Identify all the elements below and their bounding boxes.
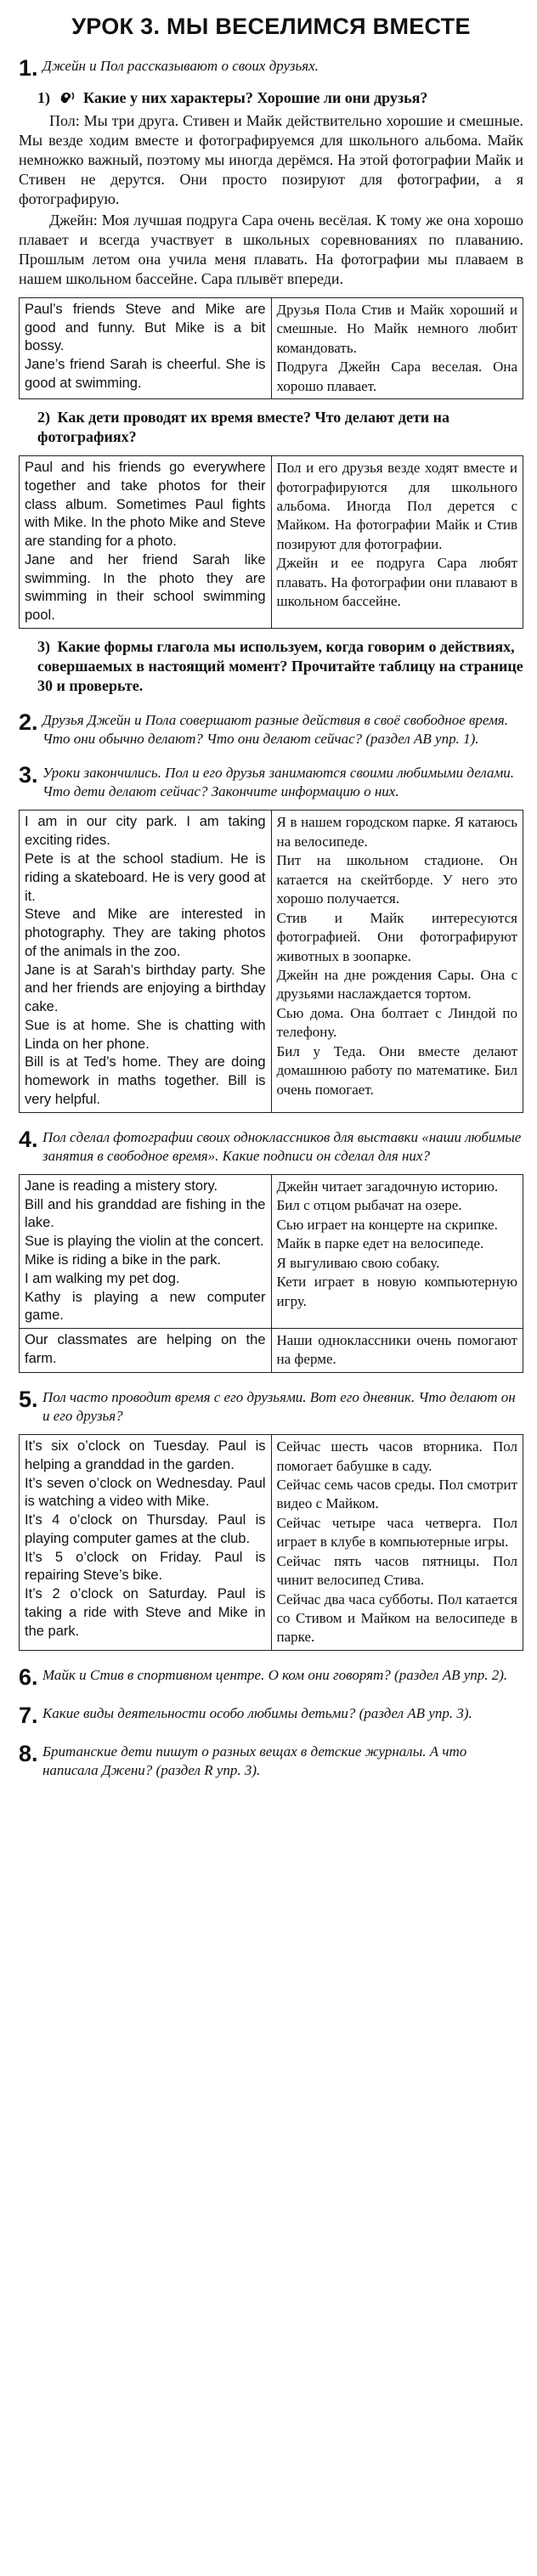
exercise-number: 8.: [19, 1740, 38, 1766]
english-cell: Paul and his friends go everywhere together and take photos for their class album. Sometimes Paul fights with Mike. In the photo Mike and Steve are standing for a photo. Jane and her friend Sarah like swimming. In the photo they are swimming in their school swimming pool.: [20, 456, 272, 629]
exercise-instruction: Пол сделал фотографии своих одноклассников для выставки «наши любимые занятия в свободное время». Какие подписи он сделал для них?: [42, 1128, 522, 1164]
english-cell: Paul’s friends Steve and Mike are good and funny. But Mike is a bit bossy. Jane’s friend Sarah is cheerful. She is good at swimming.: [20, 297, 272, 398]
exercise-number: 2.: [19, 709, 38, 736]
exercise-instruction: Майк и Стив в спортивном центре. О ком они говорят? (раздел АВ упр. 2).: [42, 1666, 508, 1683]
answer-table-1: [19, 297, 523, 399]
listen-icon: [58, 90, 76, 105]
exercise-instruction: Британские дети пишут о разных вещах в детские журналы. А что написала Джени? (раздел R упр. 3).: [42, 1743, 467, 1778]
exercise-number: 3.: [19, 762, 38, 788]
exercise-3: [19, 764, 523, 1112]
answer-table-4: [19, 1174, 523, 1373]
exercise-4: [19, 1128, 523, 1373]
exercise-number: 7.: [19, 1702, 38, 1728]
exercise-instruction: Какие виды деятельности особо любимы детьми? (раздел АВ упр. 3).: [42, 1704, 472, 1721]
exercise-number: 4.: [19, 1126, 38, 1152]
exercise-5: [19, 1388, 523, 1651]
text-paul: Пол: Мы три друга. Стивен и Майк действительно хорошие и смешные. Мы везде ходим вместе и фотографируемся для школьного альбома. Майк немножко важный, поэтому мы иногда дерёмся. На этой фотографии Майк и Стивен не дерутся. Они просто позируют для фотографии, а я фотографирую.: [19, 111, 523, 207]
answer-table-2: [19, 455, 523, 629]
exercise-2: [19, 711, 523, 749]
question-2: 2) Как дети проводят их время вместе? Что делают дети на фотографиях?: [37, 409, 450, 446]
question-3: 3) Какие формы глагола мы используем, когда говорим о действиях, совершаемых в настоящий момент? Прочитайте таблицу на странице 30 и проверьте.: [37, 638, 523, 695]
exercise-1: [19, 54, 523, 697]
exercise-instruction: Уроки закончились. Пол и его друзья занимаются своими любимыми делами. Что дети делают сейчас? Закончите информацию о них.: [42, 765, 515, 800]
answer-table-3: [19, 810, 523, 1112]
text-jane: Джейн: Моя лучшая подруга Сара очень весёлая. К тому же она хорошо плавает и всегда участвует в школьных соревнованиях по плаванию. Прошлым летом она учила меня плавать. На фотографии мы плаваем в нашем школьном бассейне. Сара плывёт впереди.: [19, 211, 523, 287]
exercise-number: 5.: [19, 1386, 38, 1412]
exercise-instruction: Друзья Джейн и Пола совершают разные действия в своё свободное время. Что они обычно делают? Что они делают сейчас? (раздел АВ упр. 1).: [42, 712, 509, 748]
english-cell: Our classmates are helping on the farm.: [20, 1329, 272, 1373]
question-1: 1) Какие у них характеры? Хорошие ли они друзья?: [37, 88, 428, 106]
russian-cell: Друзья Пола Стив и Майк хороший и смешные. Но Майк немного любит командовать. Подруга Джейн Сара веселая. Она хорошо плавает.: [271, 297, 523, 398]
answer-table-5: [19, 1434, 523, 1651]
exercise-instruction: Пол часто проводит время с его друзьями. Вот его дневник. Что делают он и его друзья?: [42, 1388, 516, 1424]
exercise-instruction: Джейн и Пол рассказывают о своих друзьях.: [42, 57, 319, 74]
russian-cell: Наши одноклассники очень помогают на ферме.: [271, 1329, 523, 1373]
english-cell: Jane is reading a mistery story. Bill and his granddad are fishing in the lake. Sue is playing the violin at the concert. Mike is riding a bike in the park. I am walking my pet dog. Kathy is playing a new computer game.: [20, 1174, 272, 1328]
exercise-8: [19, 1740, 523, 1780]
russian-cell: Пол и его друзья везде ходят вместе и фотографируются для школьного альбома. Иногда Пол дерется с Майком. На фотографии Майк и Стив позируют для фотографии. Джейн и ее подруга Сара любят плавать. На фотографии они плавают в школьном бассейне.: [271, 456, 523, 629]
russian-cell: Я в нашем городском парке. Я катаюсь на велосипеде. Пит на школьном стадионе. Он катается на скейтборде. У него это хорошо получается. Стив и Майк интересуются фотографией. Они фотографируют животных в зоопарке. Джейн на дне рождения Сары. Она с друзьями наслаждается тортом. Сью дома. Она болтает с Линдой по телефону. Бил у Теда. Они вместе делают домашнюю работу по математике. Бил очень помогает.: [271, 811, 523, 1112]
russian-cell: Сейчас шесть часов вторника. Пол помогает бабушке в саду. Сейчас семь часов среды. Пол смотрит видео с Майком. Сейчас четыре часа четверга. Пол играет в клубе в компьютерные игры. Сейчас пять часов пятницы. Пол чинит велосипед Стива. Сейчас два часа субботы. Пол катается со Стивом и Майком на велосипеде в парке.: [271, 1435, 523, 1651]
russian-cell: Джейн читает загадочную историю. Бил с отцом рыбачат на озере. Сью играет на концерте на скрипке. Майк в парке едет на велосипеде. Я выгуливаю свою собаку. Кети играет в новую компьютерную игру.: [271, 1174, 523, 1328]
english-cell: It’s six o’clock on Tuesday. Paul is helping a granddad in the garden. It’s seven o’clock on Wednesday. Paul is watching a video with Mike. It’s 4 o’clock on Thursday. Paul is playing computer games at the club. It’s 5 o’clock on Friday. Paul is repairing Steve’s bike. It’s 2 o’clock on Saturday. Paul is taking a ride with Steve and Mike in the park.: [20, 1435, 272, 1651]
lesson-title: УРОК 3. МЫ ВЕСЕЛИМСЯ ВМЕСТЕ: [71, 14, 471, 39]
exercise-7: [19, 1704, 523, 1727]
exercise-number: 6.: [19, 1664, 38, 1690]
exercise-number: 1.: [19, 54, 38, 81]
english-cell: I am in our city park. I am taking exciting rides. Pete is at the school stadium. He is riding a skateboard. He is very good at it. Steve and Mike are interested in photography. They are taking photos of the animals in the zoo. Jane is at Sarah’s birthday party. She and her friends are enjoying a birthday cake. Sue is at home. She is chatting with Linda on her phone. Bill is at Ted’s home. They are doing homework in maths together. Bill is very helpful.: [20, 811, 272, 1112]
exercise-6: [19, 1666, 523, 1689]
